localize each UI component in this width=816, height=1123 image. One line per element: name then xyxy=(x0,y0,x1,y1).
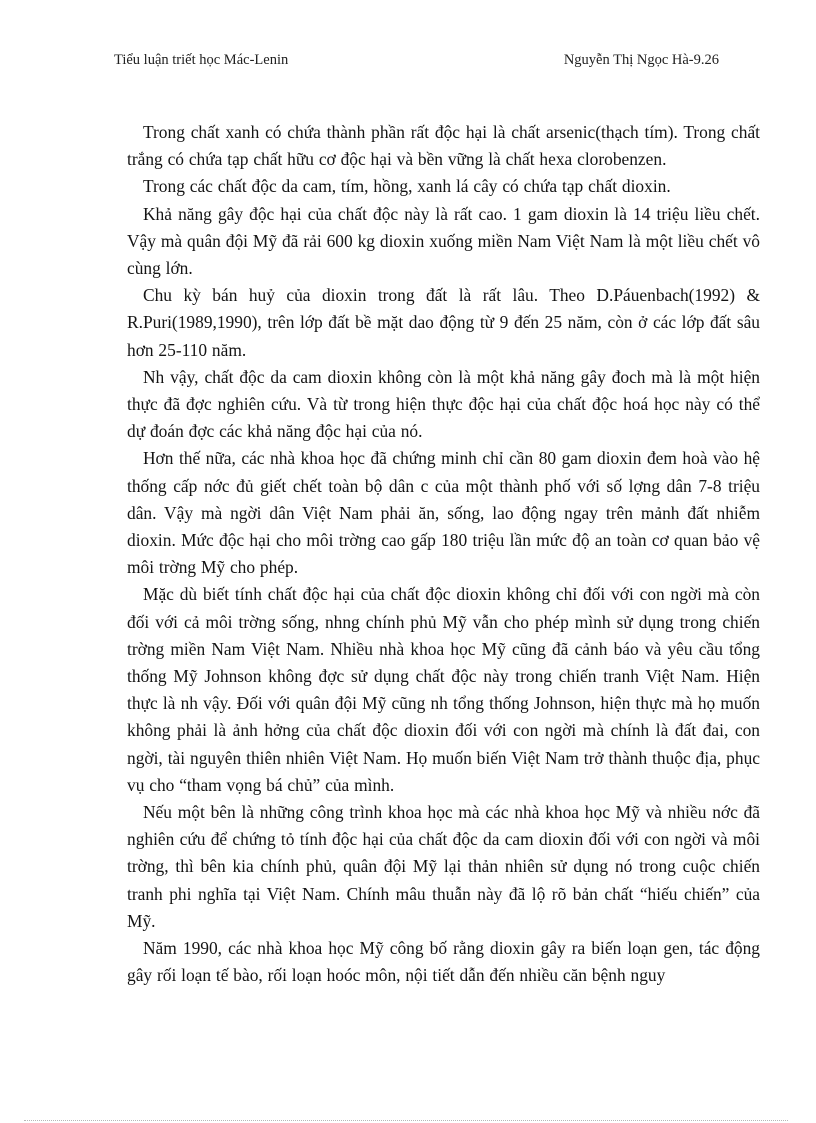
footer-divider xyxy=(24,1120,788,1121)
paragraph: Khả năng gây độc hại của chất độc này là rất cao. 1 gam dioxin là 14 triệu liều chết. Vậy mà quân đội Mỹ đã rải 600 kg dioxin xuống miền Nam Việt Nam là một liều chết vô cùng lớn. xyxy=(127,203,760,279)
paragraph: Trong chất xanh có chứa thành phần rất độc hại là chất arsenic(thạch tím). Trong chất trắng có chứa tạp chất hữu cơ độc hại và bền vững là chất hexa clorobenzen. xyxy=(127,122,760,170)
paragraph: Chu kỳ bán huỷ của dioxin trong đất là rất lâu. Theo D.Páuenbach(1992) & R.Puri(1989,1990), trên lớp đất bề mặt dao động từ 9 đến 25 năm, còn ở các lớp đất sâu hơn 25-110 năm. xyxy=(127,285,760,360)
header-title: Tiểu luận triết học Mác-Lenin xyxy=(114,52,289,68)
paragraph: Nh vậy, chất độc da cam dioxin không còn là một khả năng gây đoch mà là một hiện thực đã đợc nghiên cứu. Và từ trong hiện thực độc hại của chất độc hoá học này có thể dự đoán đợc các khả năng độc hại của nó. xyxy=(127,366,760,442)
paragraph: Mặc dù biết tính chất độc hại của chất độc dioxin không chỉ đối với con ngời mà còn đối với cả môi trờng sống, nhng chính phủ Mỹ vẫn cho phép mình sử dụng trong chiến trờng miền Nam Việt Nam. Nhiều nhà khoa học Mỹ cũng đã cảnh báo và yêu cầu tổng thống Mỹ Johnson không đợc sử dụng chất độc này trong chiến tranh Việt Nam. Hiện thực là nh vậy. Đối với quân đội Mỹ cũng nh tổng thống Johnson, hiện thực mà họ muốn không phải là ảnh hởng của chất độc dioxin đối với con ngời mà chính là đất đai, con ngời, tài nguyên thiên nhiên Việt Nam. Họ muốn biến Việt Nam trở thành thuộc địa, phục vụ cho “tham vọng bá chủ” của mình. xyxy=(127,584,760,795)
paragraph: Năm 1990, các nhà khoa học Mỹ công bố rằng dioxin gây ra biến loạn gen, tác động gây rối loạn tế bào, rối loạn hoóc môn, nội tiết dẫn đến nhiều căn bệnh nguy xyxy=(127,938,760,986)
paragraph: Trong các chất độc da cam, tím, hồng, xanh lá cây có chứa tạp chất dioxin. xyxy=(143,176,671,197)
paragraph: Hơn thế nữa, các nhà khoa học đã chứng minh chỉ cần 80 gam dioxin đem hoà vào hệ thống cấp nớc đủ giết chết toàn bộ dân c của một thành phố với số lợng dân 7-8 triệu dân. Vậy mà ngời dân Việt Nam phải ăn, sống, lao động ngay trên mảnh đất nhiễm dioxin. Mức độc hại cho môi trờng cao gấp 180 triệu lần mức độ an toàn cơ quan bảo vệ môi trờng Mỹ cho phép. xyxy=(127,448,760,578)
header-author: Nguyễn Thị Ngọc Hà-9.26 xyxy=(563,52,719,68)
paragraph: Nếu một bên là những công trình khoa học mà các nhà khoa học Mỹ và nhiều nớc đã nghiên cứu để chứng tỏ tính độc hại của chất độc da cam dioxin đối với con ngời và môi trờng, thì bên kia chính phủ, quân đội Mỹ lại thản nhiên sử dụng nó trong cuộc chiến tranh phi nghĩa tại Việt Nam. Chính mâu thuẫn này đã lộ rõ bản chất “hiếu chiến” của Mỹ. xyxy=(127,802,760,931)
document-body xyxy=(127,119,760,990)
